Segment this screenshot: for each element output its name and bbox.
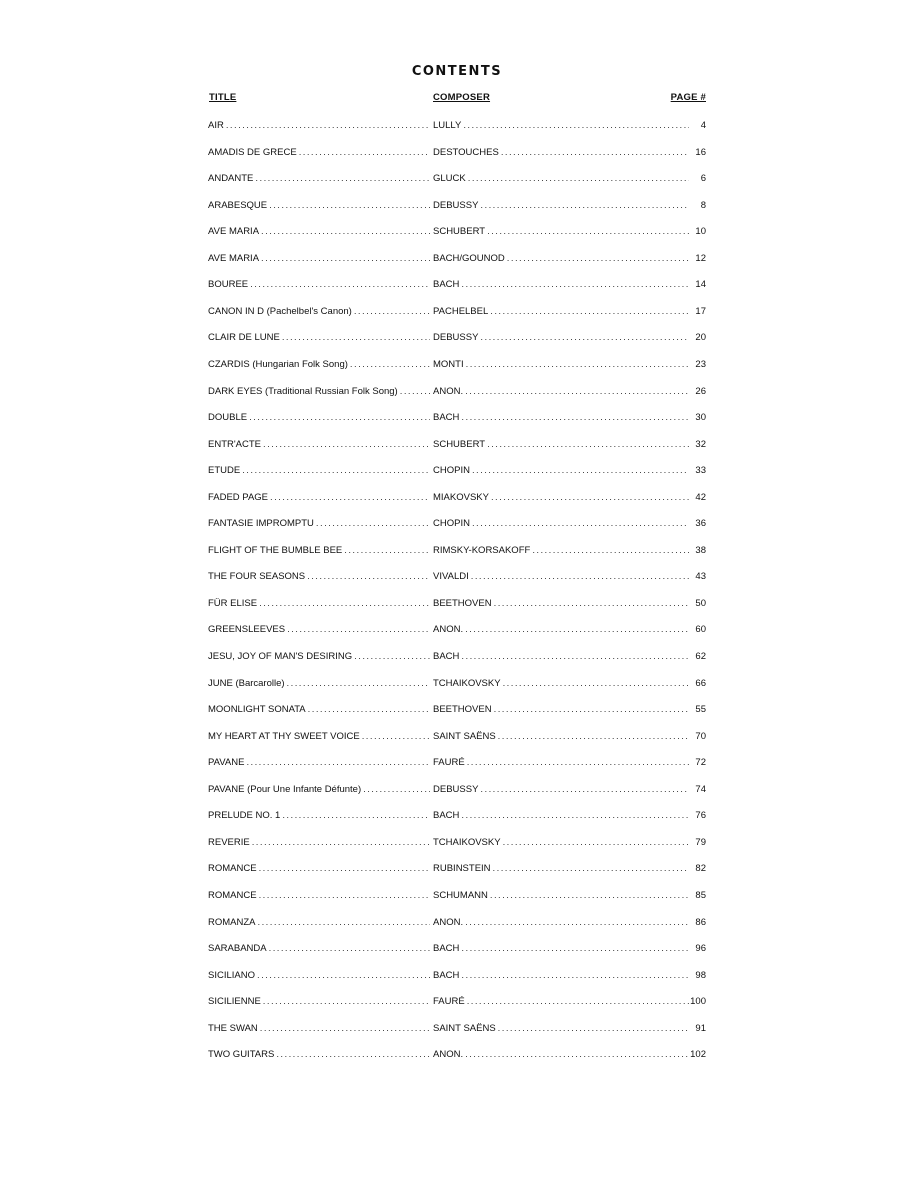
entry-title: PAVANE (Pour Une Infante Défunte)	[208, 783, 362, 795]
dot-leader	[492, 700, 689, 720]
entry-composer-cell	[433, 302, 689, 322]
entry-composer-cell	[433, 382, 689, 402]
dot-leader	[530, 541, 689, 561]
entry-page-number: 42	[695, 491, 706, 503]
dot-leader	[280, 806, 430, 826]
entry-page-number: 50	[695, 597, 706, 609]
entry-page-number: 70	[695, 730, 706, 742]
entry-composer: CHOPIN	[433, 465, 470, 477]
dot-leader	[297, 143, 430, 163]
entry-page-number: 43	[695, 571, 706, 583]
entry-page-number: 96	[695, 943, 706, 955]
entry-composer: RUBINSTEIN	[433, 863, 491, 875]
entry-composer: DEBUSSY	[433, 783, 479, 795]
entry-title-cell	[208, 594, 430, 614]
list-item	[0, 196, 900, 216]
entry-composer-cell	[433, 275, 689, 295]
entry-composer-cell	[433, 1019, 689, 1039]
entry-title: ETUDE	[208, 465, 241, 477]
dot-leader	[485, 435, 689, 455]
dot-leader	[489, 488, 689, 508]
entry-page-number: 60	[695, 624, 706, 636]
entry-title: MOONLIGHT SONATA	[208, 704, 306, 716]
entry-composer: GLUCK	[433, 173, 466, 185]
entry-title: DOUBLE	[208, 412, 248, 424]
entry-composer: VIVALDI	[433, 571, 469, 583]
entry-composer: BEETHOVEN	[433, 597, 492, 609]
entry-page-number: 10	[695, 226, 706, 238]
entry-title-cell	[208, 620, 430, 640]
entry-composer: LULLY	[433, 120, 462, 131]
entry-page-number: 12	[695, 252, 706, 264]
list-item	[0, 355, 900, 375]
dot-leader	[496, 727, 689, 747]
list-item	[0, 806, 900, 826]
entry-composer-cell	[433, 700, 689, 720]
entry-composer-cell	[433, 461, 689, 481]
entry-title: ENTR'ACTE	[208, 438, 262, 450]
dot-leader	[285, 674, 430, 694]
entry-page-number: 91	[695, 1022, 706, 1034]
entry-composer-cell	[433, 196, 689, 216]
entry-title-cell	[208, 753, 430, 773]
dot-leader	[488, 886, 689, 906]
dot-leader	[463, 620, 689, 640]
list-item	[0, 222, 900, 242]
list-item	[0, 913, 900, 933]
entry-title-cell	[208, 567, 430, 587]
list-item	[0, 753, 900, 773]
entry-composer-cell	[433, 913, 689, 933]
entry-composer-cell	[433, 328, 689, 348]
entry-composer-cell	[433, 541, 689, 561]
list-item	[0, 1019, 900, 1039]
entry-composer: FAURÉ	[433, 996, 465, 1008]
entry-composer: MIAKOVSKY	[433, 491, 489, 503]
entry-page-number: 17	[695, 305, 706, 317]
entry-composer: ANON.	[433, 624, 464, 636]
entry-page-number: 102	[690, 1049, 706, 1061]
entry-title: AIR	[208, 120, 224, 131]
entry-title-cell	[208, 727, 430, 747]
entry-title-cell	[208, 408, 430, 428]
entry-composer: BACH/GOUNOD	[433, 252, 505, 264]
entry-title: GREENSLEEVES	[208, 624, 286, 636]
column-header-title: TITLE	[209, 92, 237, 103]
dot-leader	[459, 647, 689, 667]
dot-leader	[267, 196, 430, 216]
dot-leader	[478, 780, 689, 800]
entry-title: AVE MARIA	[208, 226, 260, 238]
dot-leader	[466, 169, 689, 189]
entry-page-number: 20	[695, 332, 706, 344]
entry-composer-cell	[433, 620, 689, 640]
entry-title-cell	[208, 700, 430, 720]
entry-title: JESU, JOY OF MAN'S DESIRING	[208, 651, 353, 662]
entry-title-cell	[208, 275, 430, 295]
entry-composer: MONTI	[433, 358, 464, 370]
entry-page-number: 100	[690, 996, 706, 1008]
entry-title: ROMANCE	[208, 863, 257, 875]
entry-title: THE SWAN	[208, 1022, 258, 1034]
entry-composer: DESTOUCHES	[433, 146, 499, 158]
entry-composer-cell	[433, 859, 689, 879]
entry-composer: SCHUMANN	[433, 889, 488, 901]
dot-leader	[259, 222, 430, 242]
column-header-composer: COMPOSER	[433, 92, 491, 103]
dot-leader	[499, 143, 689, 163]
page-title: CONTENTS	[411, 64, 503, 79]
entry-page-number: 14	[695, 279, 706, 291]
entry-title-cell	[208, 1019, 430, 1039]
entry-composer-cell	[433, 488, 689, 508]
entry-composer: SCHUBERT	[433, 226, 486, 238]
entry-title: ANDANTE	[208, 173, 254, 185]
entry-composer-cell	[433, 514, 689, 534]
dot-leader	[261, 992, 430, 1012]
dot-leader	[247, 408, 430, 428]
dot-leader	[463, 913, 689, 933]
entry-composer: BACH	[433, 943, 460, 955]
entry-title: SICILIANO	[208, 969, 255, 981]
dot-leader	[501, 674, 689, 694]
dot-leader	[505, 249, 689, 269]
dot-leader	[398, 382, 430, 402]
entry-title: DARK EYES (Traditional Russian Folk Song)	[208, 385, 398, 397]
entry-title: ARABESQUE	[208, 199, 268, 211]
entry-composer: SAINT SAËNS	[433, 1022, 496, 1034]
dot-leader	[496, 1019, 689, 1039]
entry-composer: BEETHOVEN	[433, 704, 492, 716]
entry-page-number: 16	[695, 146, 706, 158]
entry-title-cell	[208, 1045, 430, 1065]
entry-composer-cell	[433, 143, 689, 163]
entry-page-number: 55	[695, 704, 706, 716]
entry-page-number: 62	[695, 651, 706, 662]
entry-title: REVERIE	[208, 836, 250, 848]
entry-title: CANON IN D (Pachelbel's Canon)	[208, 305, 352, 317]
entry-page-number: 30	[695, 412, 706, 424]
entry-title: SICILIENNE	[208, 996, 261, 1008]
entry-title-cell	[208, 514, 430, 534]
entry-title-cell	[208, 461, 430, 481]
entry-page-number: 76	[695, 810, 706, 822]
entry-title-cell	[208, 674, 430, 694]
list-item	[0, 939, 900, 959]
entry-page-number: 8	[700, 199, 706, 211]
entry-composer-cell	[433, 408, 689, 428]
entry-title-cell	[208, 859, 430, 879]
entry-composer: SAINT SAËNS	[433, 730, 496, 742]
list-item	[0, 116, 900, 136]
dot-leader	[305, 567, 430, 587]
list-item	[0, 169, 900, 189]
entry-page-number: 4	[700, 120, 706, 131]
entry-title-cell	[208, 382, 430, 402]
dot-leader	[342, 541, 430, 561]
entry-composer: BACH	[433, 651, 460, 662]
entry-title-cell	[208, 780, 430, 800]
entry-title-cell	[208, 488, 430, 508]
entry-composer: TCHAIKOVSKY	[433, 677, 501, 689]
entry-title-cell	[208, 302, 430, 322]
entry-title: ROMANCE	[208, 889, 257, 901]
list-item	[0, 992, 900, 1012]
list-item	[0, 249, 900, 269]
list-item	[0, 620, 900, 640]
entry-title: CZARDIS (Hungarian Folk Song)	[208, 358, 348, 370]
dot-leader	[469, 567, 689, 587]
entry-title: THE FOUR SEASONS	[208, 571, 306, 583]
list-item	[0, 833, 900, 853]
dot-leader	[285, 620, 430, 640]
entry-composer: DEBUSSY	[433, 332, 479, 344]
entry-page-number: 36	[695, 518, 706, 530]
list-item	[0, 514, 900, 534]
entry-composer-cell	[433, 169, 689, 189]
list-item	[0, 541, 900, 561]
dot-leader	[267, 939, 430, 959]
entry-title: FANTASIE IMPROMPTU	[208, 518, 314, 530]
entry-title-cell	[208, 939, 430, 959]
list-item	[0, 143, 900, 163]
entry-title-cell	[208, 435, 430, 455]
list-item	[0, 461, 900, 481]
entry-title: PRELUDE NO. 1	[208, 810, 281, 822]
dot-leader	[250, 833, 430, 853]
dot-leader	[459, 966, 689, 986]
entry-composer-cell	[433, 249, 689, 269]
list-item	[0, 1045, 900, 1065]
entry-composer: ANON.	[433, 1049, 464, 1061]
dot-leader	[478, 328, 689, 348]
list-item	[0, 435, 900, 455]
list-item	[0, 674, 900, 694]
entry-title-cell	[208, 169, 430, 189]
entry-composer-cell	[433, 674, 689, 694]
entry-page-number: 23	[695, 358, 706, 370]
entry-title: JUNE (Barcarolle)	[208, 677, 285, 689]
entry-composer: RIMSKY-KORSAKOFF	[433, 544, 531, 556]
entry-title: FADED PAGE	[208, 491, 269, 503]
list-item	[0, 700, 900, 720]
entry-composer-cell	[433, 1045, 689, 1065]
entry-title: TWO GUITARS	[208, 1049, 275, 1061]
dot-leader	[259, 249, 430, 269]
dot-leader	[274, 1045, 430, 1065]
dot-leader	[255, 966, 430, 986]
dot-leader	[459, 275, 689, 295]
entry-composer: ANON.	[433, 916, 464, 928]
dot-leader	[459, 806, 689, 826]
dot-leader	[257, 594, 430, 614]
list-item	[0, 647, 900, 667]
entry-page-number: 86	[695, 916, 706, 928]
entry-composer: BACH	[433, 279, 460, 291]
dot-leader	[478, 196, 689, 216]
dot-leader	[465, 992, 689, 1012]
column-header-page: PAGE #	[670, 92, 706, 103]
list-item	[0, 594, 900, 614]
entry-title-cell	[208, 913, 430, 933]
entry-composer: PACHELBEL	[433, 305, 489, 317]
dot-leader	[463, 382, 689, 402]
entry-composer: BACH	[433, 969, 460, 981]
entry-title-cell	[208, 116, 430, 136]
dot-leader	[258, 1019, 430, 1039]
entry-title: BOUREE	[208, 279, 249, 291]
entry-title: FLIGHT OF THE BUMBLE BEE	[208, 544, 343, 556]
dot-leader	[470, 461, 689, 481]
entry-title: FÜR ELISE	[208, 597, 258, 609]
list-item	[0, 302, 900, 322]
dot-leader	[464, 355, 689, 375]
entry-title-cell	[208, 886, 430, 906]
dot-leader	[470, 514, 689, 534]
entry-composer-cell	[433, 753, 689, 773]
entry-composer-cell	[433, 939, 689, 959]
entry-composer: TCHAIKOVSKY	[433, 836, 501, 848]
entry-title: MY HEART AT THY SWEET VOICE	[208, 730, 360, 742]
dot-leader	[261, 435, 430, 455]
entry-page-number: 72	[695, 757, 706, 769]
entry-title-cell	[208, 992, 430, 1012]
list-item	[0, 966, 900, 986]
dot-leader	[244, 753, 430, 773]
entry-title: AMADIS DE GRECE	[208, 146, 297, 158]
entry-title: AVE MARIA	[208, 252, 260, 264]
entry-composer-cell	[433, 567, 689, 587]
dot-leader	[360, 727, 430, 747]
dot-leader	[224, 116, 430, 136]
entry-composer-cell	[433, 435, 689, 455]
entry-page-number: 82	[695, 863, 706, 875]
dot-leader	[491, 859, 689, 879]
list-item	[0, 886, 900, 906]
entry-page-number: 6	[700, 173, 706, 185]
dot-leader	[459, 939, 689, 959]
dot-leader	[361, 780, 430, 800]
entry-title-cell	[208, 249, 430, 269]
list-item	[0, 275, 900, 295]
entry-composer-cell	[433, 966, 689, 986]
dot-leader	[485, 222, 689, 242]
list-item	[0, 780, 900, 800]
entry-page-number: 38	[695, 544, 706, 556]
entry-composer-cell	[433, 806, 689, 826]
dot-leader	[257, 886, 430, 906]
list-item	[0, 408, 900, 428]
entry-title: ROMANZA	[208, 916, 256, 928]
entry-composer-cell	[433, 886, 689, 906]
dot-leader	[268, 488, 430, 508]
entry-composer-cell	[433, 594, 689, 614]
entry-composer-cell	[433, 727, 689, 747]
dot-leader	[488, 302, 689, 322]
dot-leader	[256, 913, 431, 933]
entry-composer-cell	[433, 222, 689, 242]
dot-leader	[501, 833, 689, 853]
entry-title-cell	[208, 541, 430, 561]
entry-title-cell	[208, 143, 430, 163]
entry-composer: DEBUSSY	[433, 199, 479, 211]
entry-page-number: 66	[695, 677, 706, 689]
entry-composer-cell	[433, 833, 689, 853]
entry-page-number: 98	[695, 969, 706, 981]
list-item	[0, 382, 900, 402]
list-item	[0, 859, 900, 879]
dot-leader	[465, 753, 689, 773]
list-item	[0, 328, 900, 348]
list-item	[0, 567, 900, 587]
dot-leader	[348, 355, 430, 375]
entry-title-cell	[208, 647, 430, 667]
list-item	[0, 488, 900, 508]
dot-leader	[459, 408, 689, 428]
entry-composer-cell	[433, 647, 689, 667]
entry-title-cell	[208, 222, 430, 242]
dot-leader	[240, 461, 430, 481]
entry-title: PAVANE	[208, 757, 245, 769]
entry-composer: ANON.	[433, 385, 464, 397]
entry-page-number: 33	[695, 465, 706, 477]
dot-leader	[314, 514, 430, 534]
dot-leader	[253, 169, 430, 189]
entry-page-number: 32	[695, 438, 706, 450]
dot-leader	[352, 302, 430, 322]
entry-page-number: 74	[695, 783, 706, 795]
entry-title-cell	[208, 196, 430, 216]
entry-page-number: 79	[695, 836, 706, 848]
entry-title-cell	[208, 355, 430, 375]
dot-leader	[280, 328, 430, 348]
dot-leader	[461, 116, 689, 136]
dot-leader	[306, 700, 430, 720]
entry-composer: FAURÉ	[433, 757, 465, 769]
entry-composer: BACH	[433, 810, 460, 822]
entry-composer-cell	[433, 355, 689, 375]
dot-leader	[463, 1045, 689, 1065]
dot-leader	[257, 859, 430, 879]
entry-title: SARABANDA	[208, 943, 267, 955]
list-item	[0, 727, 900, 747]
dot-leader	[492, 594, 689, 614]
entry-composer-cell	[433, 780, 689, 800]
entry-title: CLAIR DE LUNE	[208, 332, 280, 344]
entry-composer: SCHUBERT	[433, 438, 486, 450]
entry-title-cell	[208, 806, 430, 826]
entry-composer-cell	[433, 116, 689, 136]
entry-page-number: 26	[695, 385, 706, 397]
dot-leader	[248, 275, 430, 295]
entry-page-number: 85	[695, 889, 706, 901]
entry-title-cell	[208, 966, 430, 986]
dot-leader	[352, 647, 430, 667]
entry-composer: BACH	[433, 412, 460, 424]
entry-title-cell	[208, 328, 430, 348]
entry-composer: CHOPIN	[433, 518, 470, 530]
entry-title-cell	[208, 833, 430, 853]
entry-composer-cell	[433, 992, 689, 1012]
